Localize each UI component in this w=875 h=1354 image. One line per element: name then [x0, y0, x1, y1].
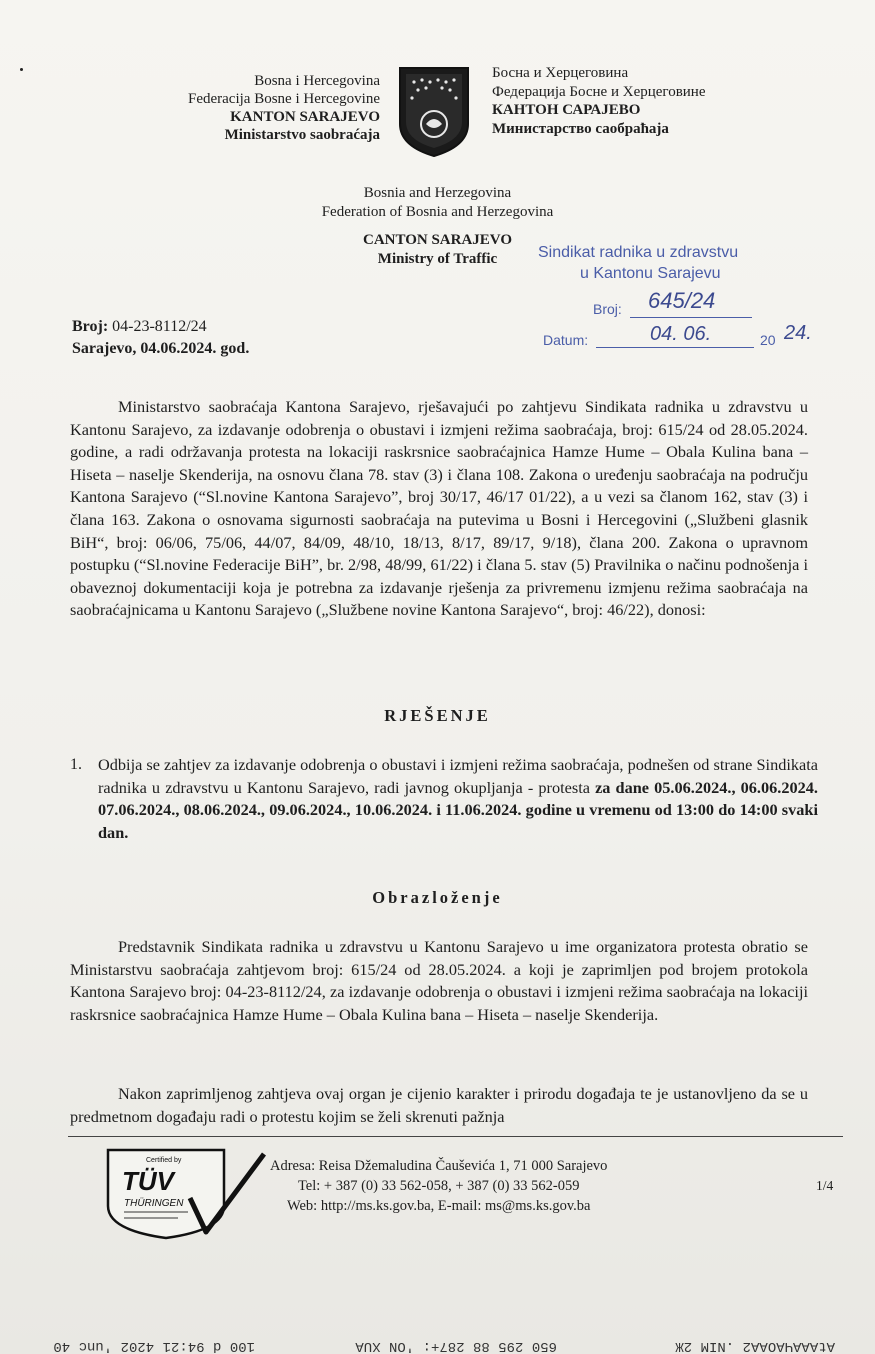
header-canton-cyr: КАНТОН САРАЈЕВО [492, 102, 641, 118]
header-country-cyr: Босна и Херцеговина [492, 65, 629, 81]
header-cyrillic [492, 64, 706, 138]
stamp-datum-label: Datum: [543, 332, 589, 348]
document-reference [72, 316, 249, 360]
tuv-certification-logo-icon [98, 1146, 270, 1242]
reference-number [72, 316, 249, 338]
reasoning-paragraph-2: Nakon zaprimljenog zahtjeva ovaj organ je cijenio karakter i prirodu događaja te je ustanovljeno da se u predmetnom događaju radi o protestu kojim se želi skrenuti pažnja [70, 1084, 808, 1126]
footer-divider [68, 1136, 843, 1137]
footer-web-email: Web: http://ms.ks.gov.ba, E-mail: ms@ms.ks.gov.ba [286, 1198, 591, 1214]
footer-address: Adresa: Reisa Džemaludina Čauševića 1, 71 000 Sarajevo [270, 1158, 608, 1174]
header-latin [188, 72, 380, 144]
svg-text:THÜRINGEN: THÜRINGEN [124, 1198, 184, 1209]
stamp-datum-line [596, 347, 754, 348]
reference-number-label: Broj: [72, 318, 109, 335]
stamp-year-handwritten: 24. [784, 322, 812, 344]
canton-coat-of-arms-icon [398, 66, 470, 158]
stamp-broj-handwritten: 645/24 [648, 288, 716, 313]
decision-item-number: 1. [70, 756, 82, 773]
stamp-datum-handwritten: 04. 06. [650, 323, 712, 345]
header-ministry-cyr: Министарство саобраћаја [492, 120, 669, 137]
svg-text:Certified by: Certified by [146, 1157, 182, 1164]
stamp-year-prefix: 20 [760, 332, 776, 348]
decision-item-text-plain: Odbija se zahtjev za izdavanje odobrenja o obustavi i izmjeni režima saobraćaja, podnešen od strane Sindikata radnika u zdravstvu u Kantonu Sarajevo, radi javnog okupljanja - protesta [98, 755, 818, 797]
footer-phone: Tel: + 387 (0) 33 562-058, + 387 (0) 33 562-059 [297, 1178, 580, 1194]
footer-contact [270, 1156, 607, 1216]
stamp-organisation: Sindikat radnika u zdravstvu [538, 244, 739, 261]
header-ministry-en: Ministry of Traffic [377, 250, 498, 267]
decision-item-text-bold: za dane 05.06.2024., 06.06.2024. 07.06.2024., 08.06.2024., 09.06.2024., 10.06.2024. i 11.06.2024. godine u vremenu od 13:00 do 14:00 svaki dan. [98, 777, 818, 842]
decision-heading: RJEŠENJE [384, 706, 491, 725]
reasoning-paragraph-1: Predstavnik Sindikata radnika u zdravstvu u Kantonu Sarajevo u ime organizatora protesta obratio se Ministarstvu saobraćaja zahtjevom broj: 615/24 od 28.05.2024. a koji je zaprimljen pod brojem protokola Kantona Sarajevo broj: 04-23-8112/24, za izdavanje odobrenja o obustavi i izmjeni režima saobraćaja na lokaciji raskrsnice saobraćajnica Hamze Hume – Obala Kulina bana – Hiseta – naselje Skenderija. [70, 937, 808, 1024]
fax-line-number: 650 295 88 287+: 'ON XUA [355, 1338, 557, 1354]
header-country: Bosna i Hercegovina [254, 73, 380, 89]
scan-speck [20, 68, 23, 71]
header-country-en: Bosnia and Herzegovina [363, 185, 512, 201]
reference-place-date: Sarajevo, 04.06.2024. god. [72, 340, 250, 357]
received-stamp [538, 244, 828, 354]
svg-text:TÜV: TÜV [122, 1166, 174, 1196]
header-federation-en: Federation of Bosnia and Herzegovina [321, 203, 554, 220]
reasoning-heading: Obrazloženje [372, 888, 503, 907]
page-number: 1/4 [816, 1178, 834, 1193]
intro-paragraph: Ministarstvo saobraćaja Kantona Sarajevo, rješavajući po zahtjevu Sindikata radnika u zdravstvu u Kantonu Sarajevo, za izdavanje odobrenja o obustavi i izmjeni režima saobraćaja, broj: 615/24 od 28.05.2024. godine, a radi održavanja protesta na lokaciji raskrsnice saobraćajnica Hamze Hume – Obala Kulina bana – Hiseta – naselje Skenderija, na osnovu člana 78. stav (3) i člana 108. Zakona o uređenju saobraćaja na području Kantona Sarajevo (“Sl.novine Kantona Sarajevo”, broj 30/17, 46/17 01/22), a u vezi sa članom 162, stav (3) i člana 163. Zakona o osnovama sigurnosti saobraćaja na putevima u Bosni i Hercegovini („Službeni glasnik BiH“, broj: 06/06, 75/06, 44/07, 84/09, 48/10, 18/13, 8/17, 89/17, 9/18), člana 200. Zakona o upravnom postupku (“Sl.novine Federacije BiH”, br. 2/98, 48/99, 61/22) i člana 5. stav (5) Pravilnika o načinu podnošenja i obaveznoj dokumentaciji koja je potrebna za izdavanje rješenja za privremenu izmjenu režima saobraćaja na saobraćajnicama u Kantonu Sarajevo („Službene novine Kantona Sarajevo“, broj: 46/22), donosi: [70, 397, 808, 620]
header-canton: KANTON SARAJEVO [230, 109, 380, 125]
fax-header-line [0, 1336, 875, 1354]
header-ministry: Ministarstvo saobraćaja [224, 127, 380, 143]
stamp-broj-line [630, 317, 752, 318]
fax-line-date: 100 d 94:21 4202 'unc 40 [53, 1338, 255, 1354]
header-federation-cyr: Федерација Босне и Херцеговине [492, 83, 706, 100]
decision-item-text [98, 754, 818, 844]
reference-number-value: 04-23-8112/24 [112, 318, 207, 335]
stamp-organisation-location: u Kantonu Sarajevu [580, 265, 721, 282]
stamp-broj-label: Broj: [593, 301, 622, 317]
fax-line-sender: AtAAAЧAOAA2 .NIM 2Ж [675, 1338, 835, 1354]
header-federation: Federacija Bosne i Hercegovine [187, 91, 380, 107]
header-canton-en: CANTON SARAJEVO [362, 232, 513, 248]
